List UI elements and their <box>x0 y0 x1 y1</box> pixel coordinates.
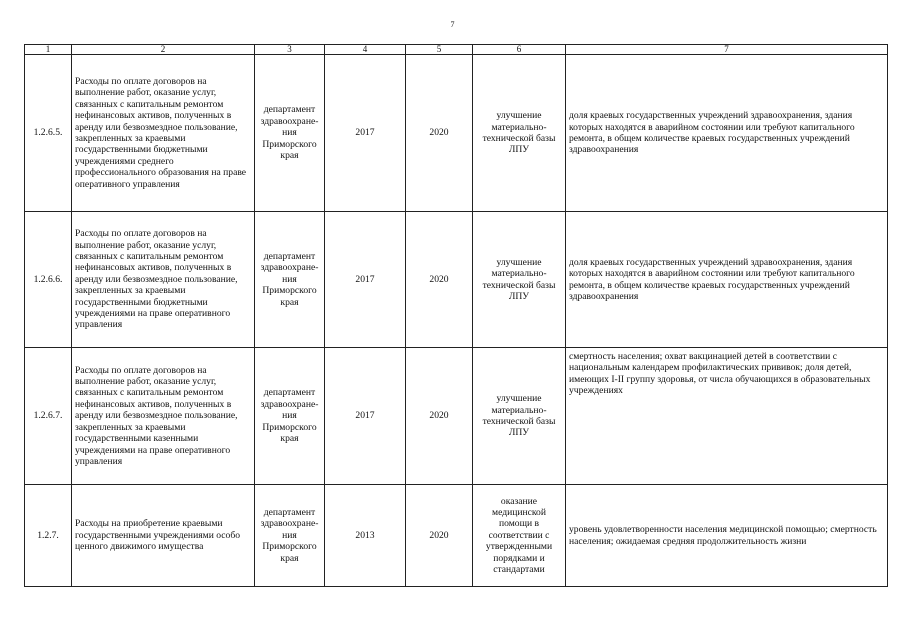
indicator: доля краевых государственных учреждений здравоохранения, здания которых находятся в аварийном состоянии или требуют капитального ремонта, в общем количестве краевых государственных учреждений здравоохранения <box>566 212 888 348</box>
header-cell: 7 <box>566 45 888 55</box>
end-year: 2020 <box>406 212 473 348</box>
header-cell: 2 <box>72 45 255 55</box>
start-year: 2017 <box>325 212 406 348</box>
activity-name: Расходы по оплате договоров на выполнение работ, оказание услуг, связанных с капитальным ремонтом нефинансовых активов, полученных в аренду или безвозмездное пользование, закрепленных за краевыми государственными бюджетными учреждениями среднего профессионального образования на праве оперативного управления <box>72 55 255 212</box>
start-year: 2013 <box>325 485 406 587</box>
indicator: смертность населения; охват вакцинацией детей в соответствии с национальным календарем профилактических прививок; доля детей, имеющих I-II группу здоровья, от числа обучающихся в образовательных учреждениях <box>566 348 888 485</box>
start-year: 2017 <box>325 348 406 485</box>
executor: департамент здравоохране-ния Приморского края <box>255 212 325 348</box>
header-cell: 6 <box>473 45 566 55</box>
indicator: уровень удовлетворенности населения медицинской помощью; смертность населения; ожидаемая средняя продолжительность жизни <box>566 485 888 587</box>
start-year: 2017 <box>325 55 406 212</box>
table-row <box>25 55 888 212</box>
row-number: 1.2.6.7. <box>25 348 72 485</box>
header-cell: 1 <box>25 45 72 55</box>
page-number: 7 <box>450 20 455 29</box>
executor: департамент здравоохране-ния Приморского края <box>255 485 325 587</box>
executor: департамент здравоохране-ния Приморского края <box>255 348 325 485</box>
expected-result: улучшение материально-технической базы ЛПУ <box>473 212 566 348</box>
header-cell: 3 <box>255 45 325 55</box>
header-cell: 5 <box>406 45 473 55</box>
row-number: 1.2.7. <box>25 485 72 587</box>
header-row <box>25 45 888 55</box>
program-activities-table <box>24 44 888 587</box>
activity-name: Расходы по оплате договоров на выполнение работ, оказание услуг, связанных с капитальным ремонтом нефинансовых активов, полученных в аренду или безвозмездное пользование, закрепленных за краевыми государственными казенными учреждениями на праве оперативного управления <box>72 348 255 485</box>
end-year: 2020 <box>406 485 473 587</box>
header-cell: 4 <box>325 45 406 55</box>
expected-result: оказание медицинской помощи в соответствии с утвержденными порядками и стандартами <box>473 485 566 587</box>
end-year: 2020 <box>406 348 473 485</box>
indicator: доля краевых государственных учреждений здравоохранения, здания которых находятся в аварийном состоянии или требуют капитального ремонта, в общем количестве краевых государственных учреждений здравоохранения <box>566 55 888 212</box>
end-year: 2020 <box>406 55 473 212</box>
executor: департамент здравоохране-ния Приморского края <box>255 55 325 212</box>
activity-name: Расходы по оплате договоров на выполнение работ, оказание услуг, связанных с капитальным ремонтом нефинансовых активов, полученных в аренду или безвозмездное пользование, закрепленных за краевыми государственными бюджетными учреждениями на праве оперативного управления <box>72 212 255 348</box>
table-row <box>25 212 888 348</box>
row-number: 1.2.6.6. <box>25 212 72 348</box>
table-row <box>25 485 888 587</box>
activity-name: Расходы на приобретение краевыми государственными учреждениями особо ценного движимого имущества <box>72 485 255 587</box>
row-number: 1.2.6.5. <box>25 55 72 212</box>
expected-result: улучшение материально-технической базы ЛПУ <box>473 348 566 485</box>
table-row <box>25 348 888 485</box>
expected-result: улучшение материально-технической базы ЛПУ <box>473 55 566 212</box>
